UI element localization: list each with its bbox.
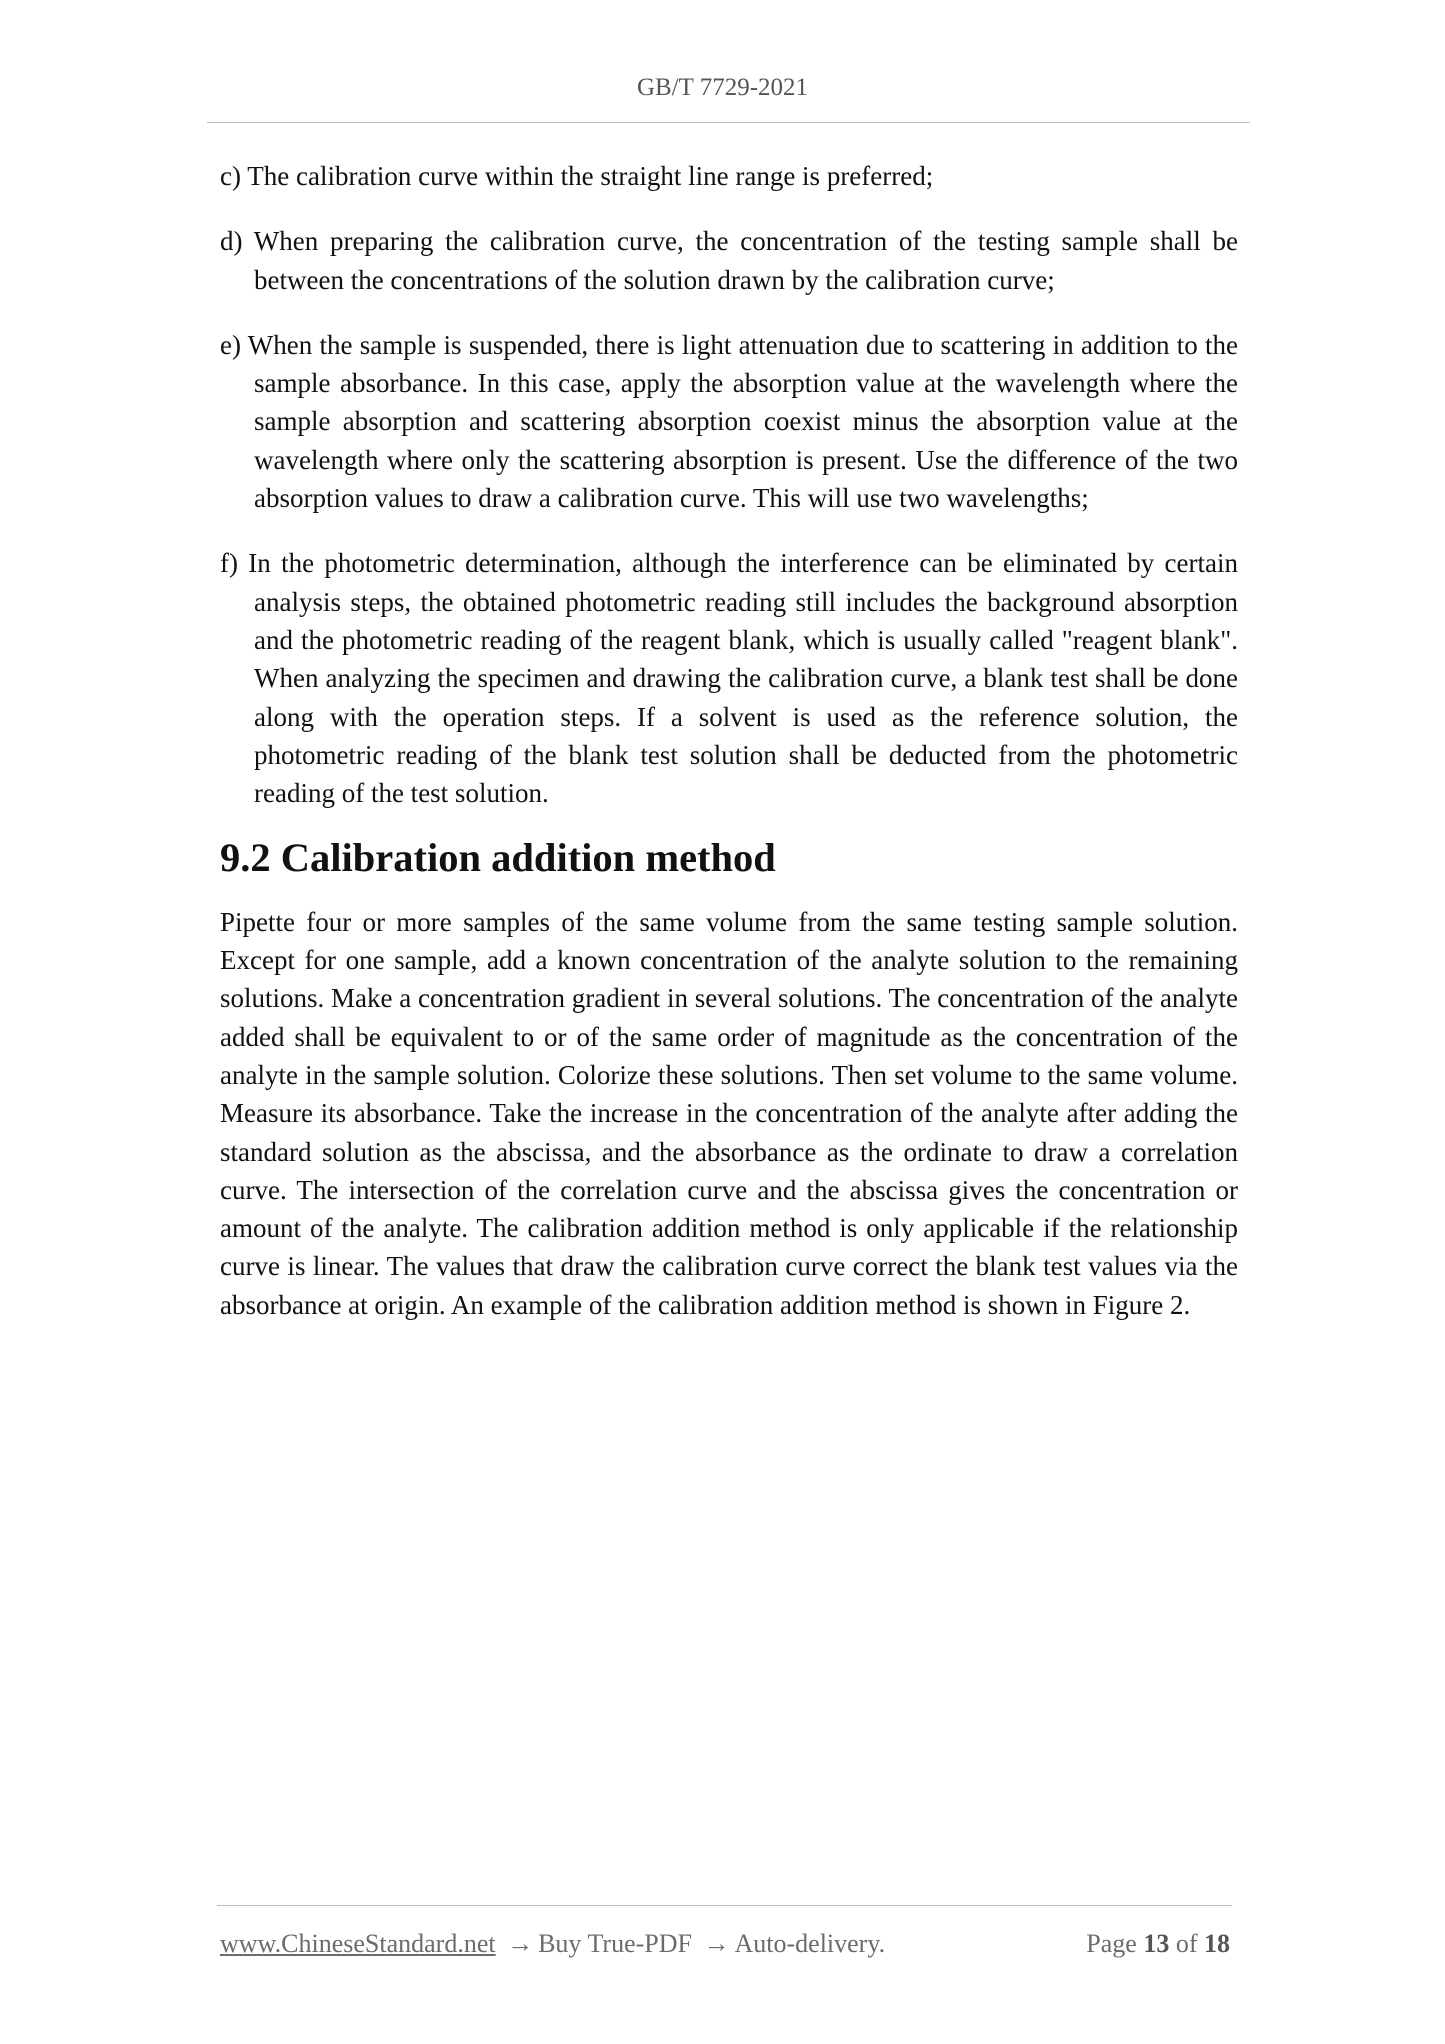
list-item-text: In the photometric determination, although the interference can be eliminated by certain analysis steps, the obtained photometric reading still includes the background absorption and the photometric reading of the reagent blank, which is usually called "reagent blank". When analyzing the specimen and drawing the calibration curve, a blank test shall be done along with the operation steps. If a solvent is used as the reference solution, the photometric reading of the blank test solution shall be deducted from the photometric reading of the test solution. — [248, 548, 1239, 809]
list-item-text: The calibration curve within the straight line range is preferred; — [247, 161, 934, 191]
page-content — [220, 157, 1238, 1324]
total-pages-number: 18 — [1204, 1929, 1230, 1958]
buy-text: Buy True-PDF — [538, 1929, 692, 1958]
list-marker: d) — [220, 226, 243, 257]
list-item-e — [220, 326, 1238, 517]
list-marker: c) — [220, 161, 241, 191]
list-marker: f) — [220, 548, 238, 579]
page-number — [1086, 1926, 1230, 1962]
footer-promo — [220, 1926, 885, 1962]
section-body-paragraph: Pipette four or more samples of the same volume from the same testing sample solution. Except for one sample, add a known concentration of the analyte solution to the remaining solutions. Make a concentration gradient in several solutions. The concentration of the analyte added shall be equivalent to or of the same order of magnitude as the concentration of the analyte in the sample solution. Colorize these solutions. Then set volume to the same volume. Measure its absorbance. Take the increase in the concentration of the analyte after adding the standard solution as the abscissa, and the absorbance as the ordinate to draw a correlation curve. The intersection of the correlation curve and the abscissa gives the concentration or amount of the analyte. The calibration addition method is only applicable if the relationship curve is linear. The values that draw the calibration curve correct the blank test values via the absorbance at origin. An example of the calibration addition method is shown in Figure 2. — [220, 906, 1238, 1320]
footer-divider — [217, 1905, 1232, 1906]
of-label: of — [1175, 1929, 1198, 1958]
site-link[interactable]: www.ChineseStandard.net — [220, 1929, 496, 1958]
page-footer — [220, 1926, 1230, 1962]
page-label: Page — [1086, 1929, 1137, 1958]
section-heading: 9.2 Calibration addition method — [220, 835, 776, 881]
header-divider — [207, 122, 1250, 123]
list-item-f — [220, 544, 1238, 812]
list-marker: e) — [220, 329, 241, 360]
delivery-text: Auto-delivery. — [734, 1929, 886, 1958]
list-item-text: When the sample is suspended, there is light attenuation due to scattering in addition to the sample absorbance. In this case, apply the absorption value at the wavelength where the sample absorption and scattering absorption coexist minus the absorption value at the wavelength where only the scattering absorption is present. Use the difference of the two absorption values to draw a calibration curve. This will use two wavelengths; — [247, 329, 1238, 514]
arrow-right-icon: → — [703, 1929, 730, 1958]
current-page-number: 13 — [1143, 1929, 1170, 1958]
list-item-text: When preparing the calibration curve, the concentration of the testing sample shall be between the concentrations of the solution drawn by the calibration curve; — [253, 226, 1238, 295]
list-item-d — [220, 222, 1238, 299]
arrow-right-icon: → — [507, 1929, 534, 1958]
document-code-header: GB/T 7729-2021 — [636, 74, 809, 101]
list-item-c — [220, 157, 1238, 195]
